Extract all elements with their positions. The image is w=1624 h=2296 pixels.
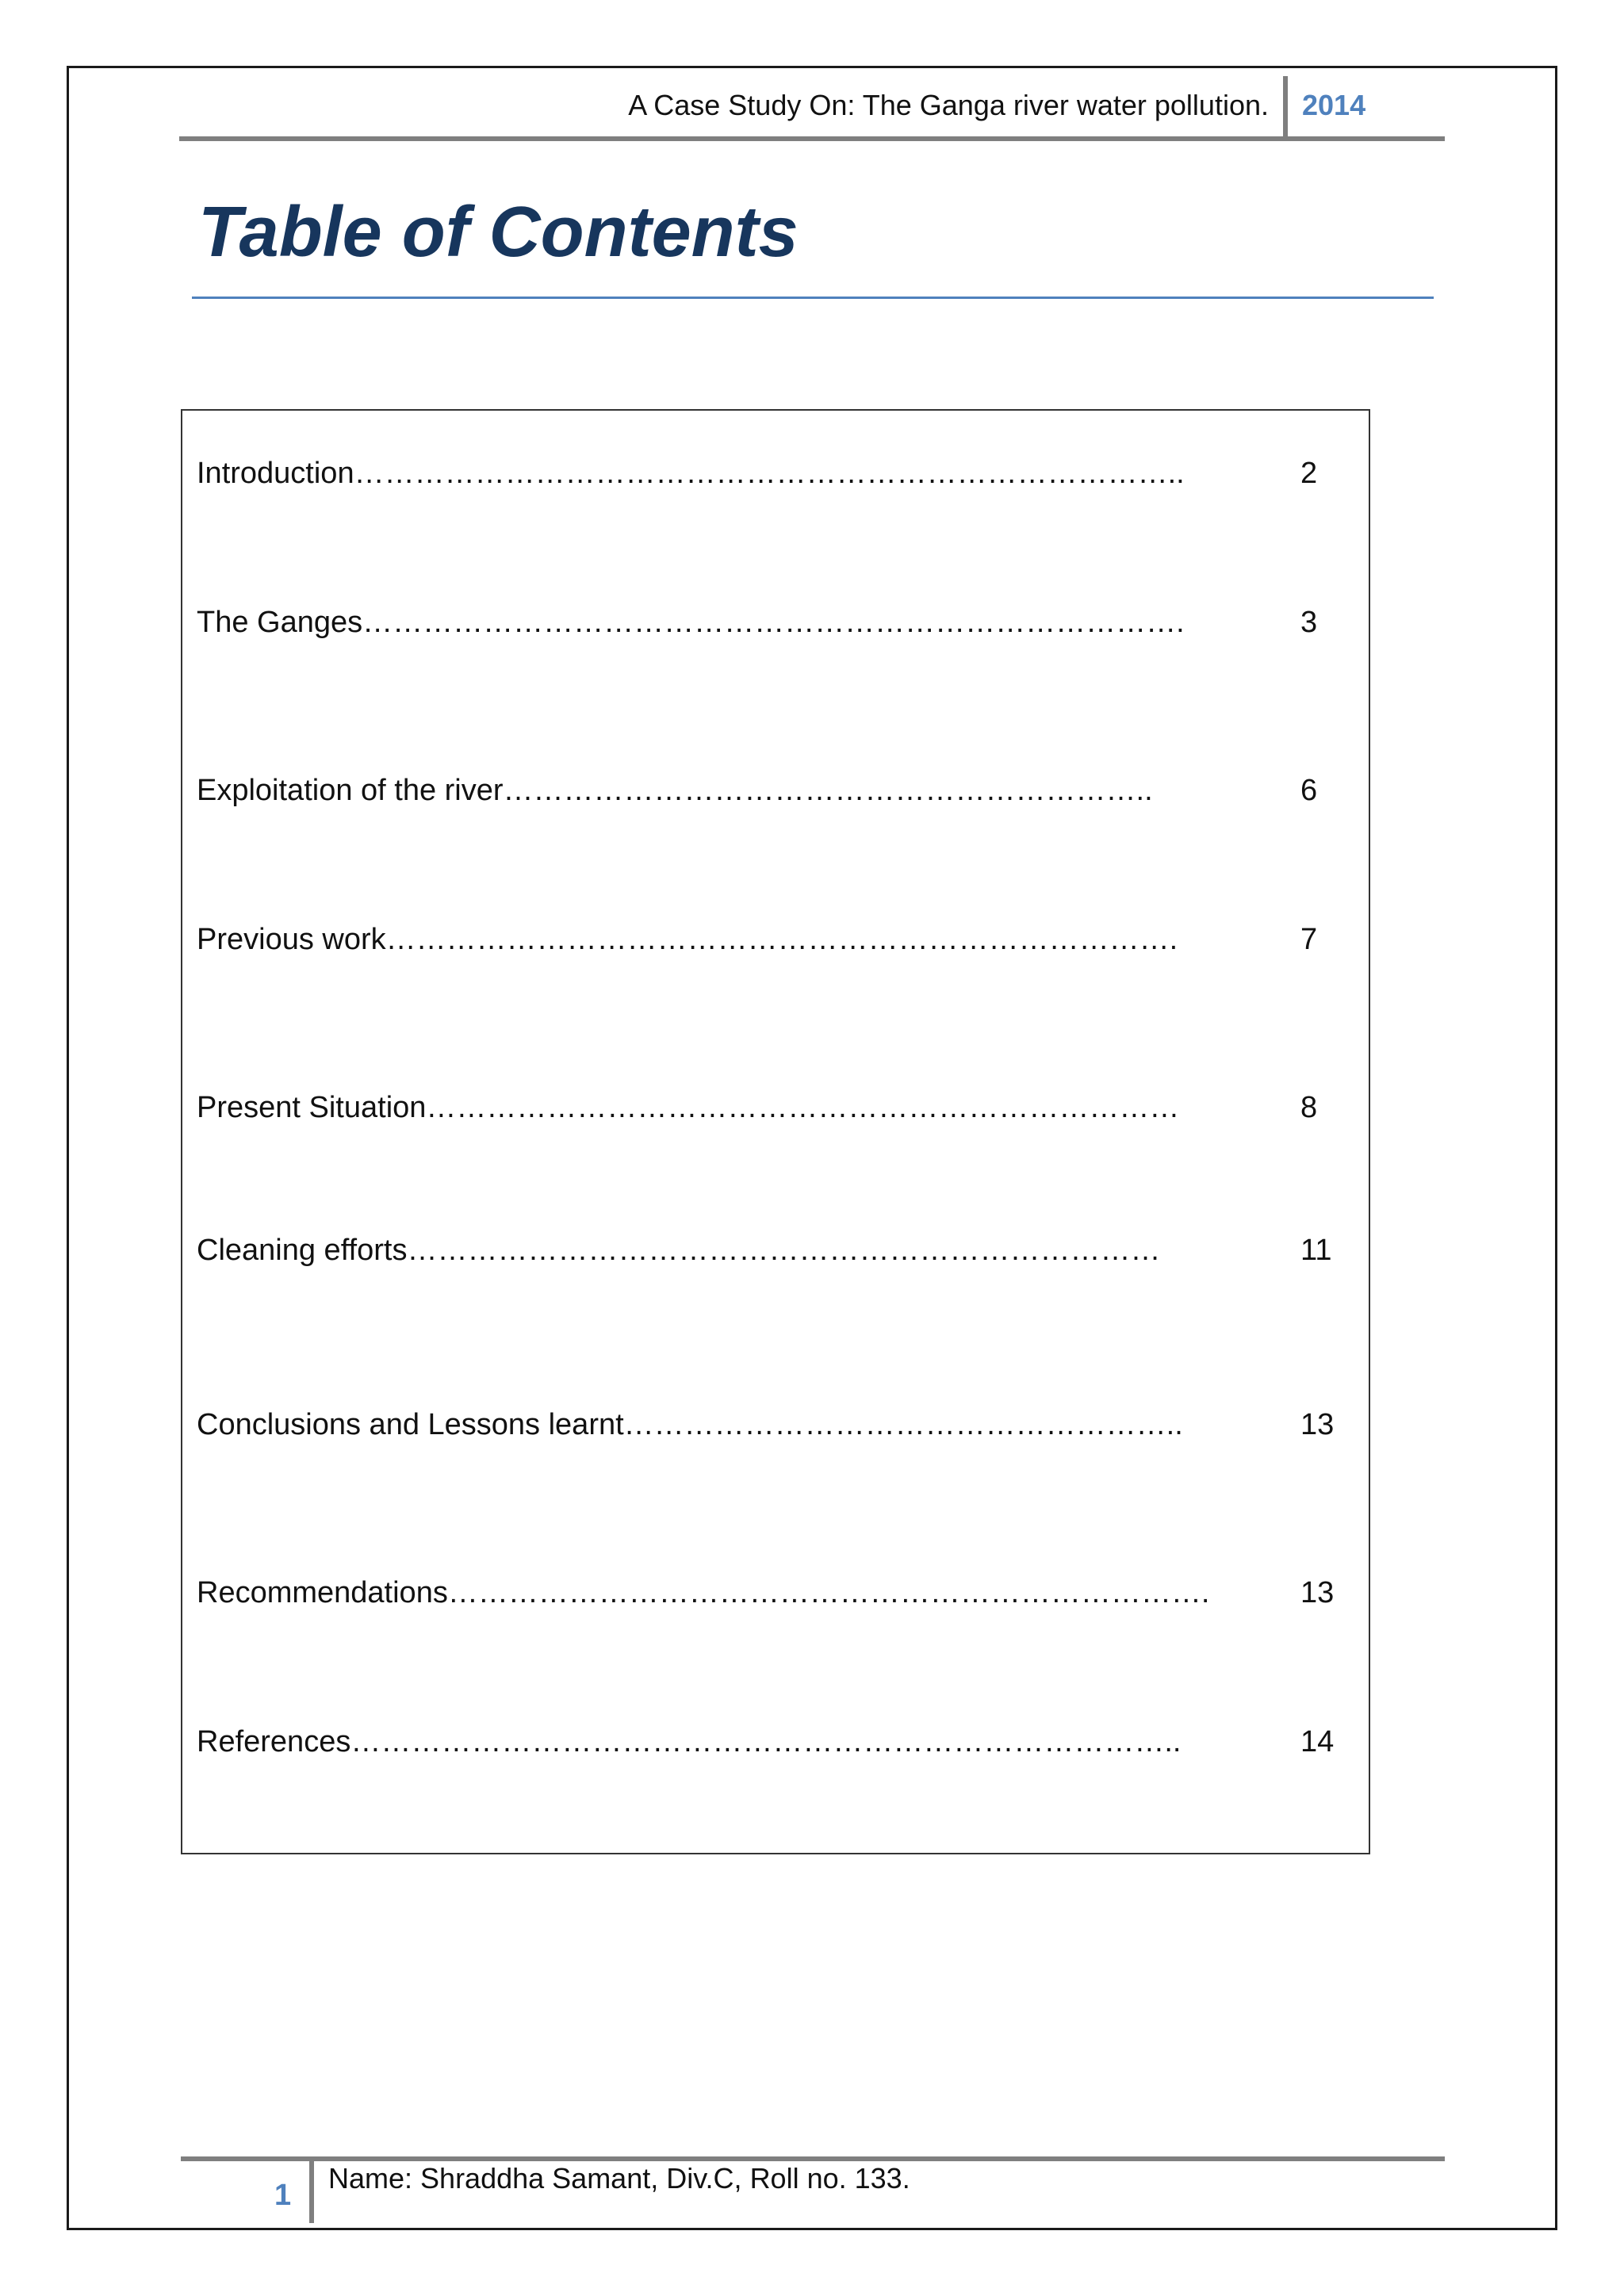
toc-entry-lead <box>197 1405 1275 1445</box>
toc-entry-page: 11 <box>1300 1234 1332 1267</box>
toc-entry-label: Previous work <box>197 923 386 956</box>
toc-entry-page: 13 <box>1300 1408 1335 1441</box>
toc-entry-leader: ………………………………………………………………………. <box>362 606 1185 639</box>
toc-entry-previous-work[interactable] <box>197 920 1346 959</box>
toc-entry-introduction[interactable] <box>197 453 1346 493</box>
toc-entry-lead <box>197 603 1275 642</box>
toc-entry-page: 14 <box>1300 1725 1335 1758</box>
toc-entry-page: 8 <box>1300 1091 1318 1124</box>
toc-heading: Table of Contents <box>198 193 799 272</box>
toc-entry-label: Introduction <box>197 457 354 490</box>
heading-rule <box>192 297 1434 299</box>
toc-entry-recommendations[interactable] <box>197 1573 1346 1613</box>
toc-entry-leader: ………………………………………………………………… <box>426 1091 1180 1124</box>
toc-entry-label: Cleaning efforts <box>197 1234 408 1267</box>
header-year: 2014 <box>1302 89 1366 121</box>
toc-entry-lead <box>197 453 1275 493</box>
toc-entry-lead <box>197 1088 1275 1127</box>
toc-entry-references[interactable] <box>197 1722 1346 1762</box>
toc-entry-leader: ……………………………………………………………………. <box>385 923 1178 956</box>
header-rule <box>179 136 1445 141</box>
toc-entry-leader: …………………………………………………………………. <box>447 1576 1210 1609</box>
footer-page-number: 1 <box>274 2179 292 2212</box>
footer-divider <box>309 2156 314 2223</box>
toc-entry-cleaning-efforts[interactable] <box>197 1230 1346 1270</box>
toc-entry-lead <box>197 1722 1275 1762</box>
toc-entry-label: Exploitation of the river <box>197 774 504 807</box>
toc-entry-lead <box>197 771 1275 810</box>
footer-author: Name: Shraddha Samant, Div.C, Roll no. 133. <box>328 2162 910 2195</box>
toc-entry-page: 6 <box>1300 774 1318 807</box>
toc-entry-page: 3 <box>1300 606 1318 639</box>
toc-entry-leader: ……………………………………………….. <box>623 1408 1183 1441</box>
toc-entry-page: 2 <box>1300 457 1318 490</box>
toc-entry-label: References <box>197 1725 351 1758</box>
toc-entry-page: 13 <box>1300 1576 1335 1609</box>
toc-entry-conclusions[interactable] <box>197 1405 1346 1445</box>
toc-entry-label: Recommendations <box>197 1576 448 1609</box>
toc-entry-page: 7 <box>1300 923 1318 956</box>
toc-entry-the-ganges[interactable] <box>197 603 1346 642</box>
toc-entry-label: Conclusions and Lessons learnt <box>197 1408 624 1441</box>
toc-entry-leader: ……………………………………………………………………….. <box>350 1725 1182 1758</box>
toc-entry-lead <box>197 1230 1275 1270</box>
toc-entry-present-situation[interactable] <box>197 1088 1346 1127</box>
toc-entry-leader: ……………………………………………………………………….. <box>354 457 1185 490</box>
toc-entry-label: Present Situation <box>197 1091 427 1124</box>
toc-entry-leader: ……………………………………………………….. <box>503 774 1153 807</box>
toc-entry-label: The Ganges <box>197 606 363 639</box>
toc-entry-exploitation[interactable] <box>197 771 1346 810</box>
header-title: A Case Study On: The Ganga river water pollution. <box>628 89 1269 121</box>
toc-entry-lead <box>197 920 1275 959</box>
toc-entry-leader: ………………………………………………………………… <box>407 1234 1161 1267</box>
header-divider <box>1283 76 1288 141</box>
toc-entry-lead <box>197 1573 1275 1613</box>
